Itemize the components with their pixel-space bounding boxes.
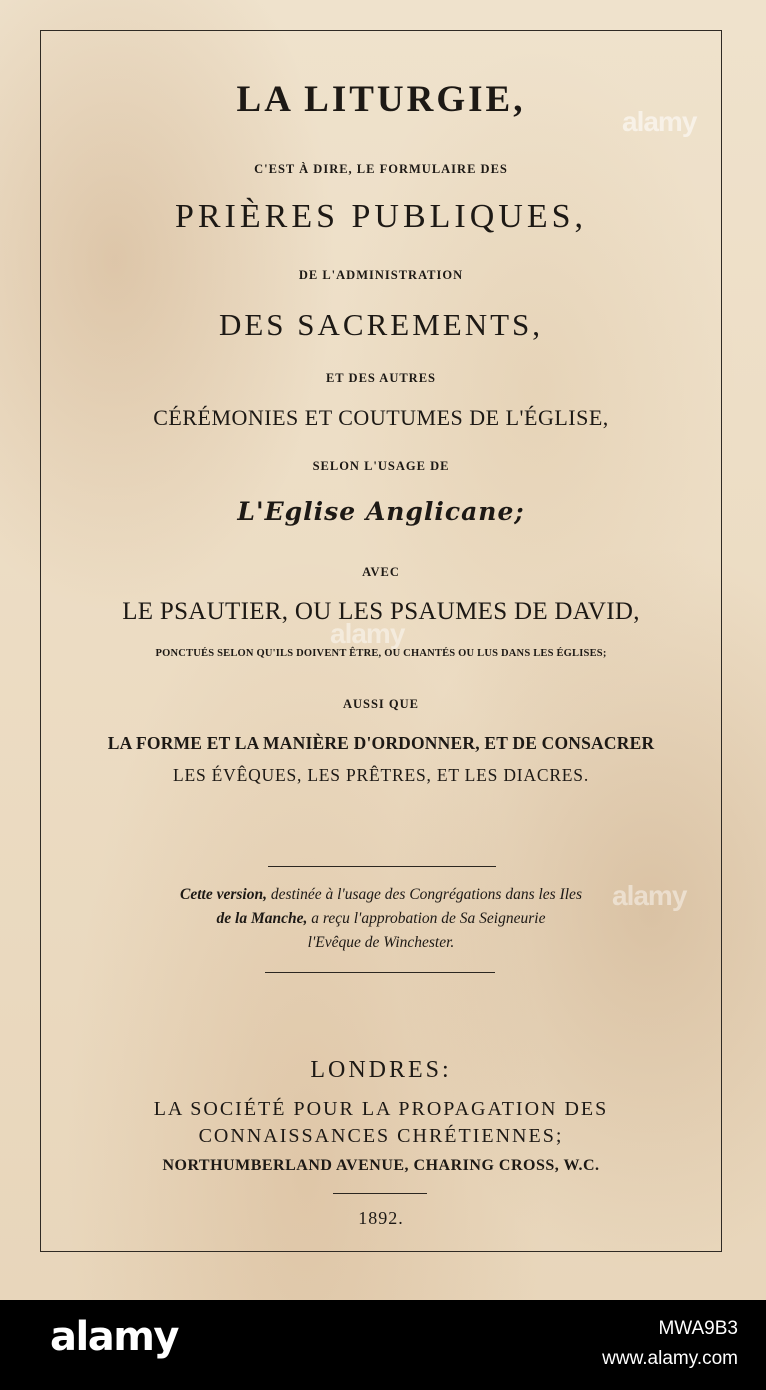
- divider-bottom: [333, 1193, 427, 1194]
- watermark-middle: alamy: [330, 618, 405, 649]
- imprint-year: 1892.: [358, 1208, 404, 1228]
- divider-middle: [265, 972, 495, 973]
- divider-top: [268, 866, 496, 867]
- ponctues-line: PONCTUÉS SELON QU'ILS DOIVENT ÊTRE, OU CHANTÉS OU LUS DANS LES ÉGLISES;: [155, 648, 607, 659]
- heading-ceremonies: CÉRÉMONIES ET COUTUMES DE L'ÉGLISE,: [153, 405, 609, 430]
- subtitle-administration: DE L'ADMINISTRATION: [298, 268, 464, 282]
- stock-footer-bar: [0, 1300, 766, 1390]
- subtitle-autres: ET DES AUTRES: [325, 371, 437, 385]
- avec-label: AVEC: [362, 565, 400, 579]
- imprint-address: NORTHUMBERLAND AVENUE, CHARING CROSS, W.C.: [162, 1157, 600, 1174]
- site-url: www.alamy.com: [602, 1348, 738, 1369]
- approval-line-1-rest: destinée à l'usage des Congrégations dans les Iles: [266, 886, 582, 903]
- forme-line: LA FORME ET LA MANIÈRE D'ORDONNER, ET DE CONSACRER: [107, 733, 655, 753]
- image-id: MWA9B3: [658, 1318, 738, 1339]
- brand-logo: alamy: [50, 1314, 178, 1360]
- book-title: LA LITURGIE,: [236, 79, 526, 120]
- subtitle-formulaire: C'EST À DIRE, LE FORMULAIRE DES: [254, 162, 508, 176]
- heading-sacrements: DES SACREMENTS,: [218, 307, 544, 342]
- approval-line-2-rest: a reçu l'approbation de Sa Seigneurie: [307, 910, 546, 927]
- watermark-top: alamy: [622, 106, 697, 137]
- aussi-que-label: AUSSI QUE: [342, 697, 420, 711]
- imprint-publisher-2: CONNAISSANCES CHRÉTIENNES;: [198, 1125, 564, 1147]
- approval-line-3: l'Evêque de Winchester.: [307, 934, 455, 951]
- heading-psautier: LE PSAUTIER, OU LES PSAUMES DE DAVID,: [122, 598, 640, 625]
- approval-line-2-bold: de la Manche,: [216, 910, 308, 927]
- imprint-publisher-1: LA SOCIÉTÉ POUR LA PROPAGATION DES: [153, 1098, 609, 1120]
- imprint-city: LONDRES:: [310, 1057, 452, 1083]
- approval-line-1-bold: Cette version,: [180, 886, 267, 903]
- subtitle-usage: SELON L'USAGE DE: [312, 459, 450, 473]
- heading-prieres-publiques: PRIÈRES PUBLIQUES,: [174, 198, 588, 235]
- watermark-right: alamy: [612, 880, 687, 911]
- church-name: L'Eglise Anglicane;: [237, 497, 525, 526]
- eveques-line: LES ÉVÊQUES, LES PRÊTRES, ET LES DIACRES.: [172, 765, 590, 785]
